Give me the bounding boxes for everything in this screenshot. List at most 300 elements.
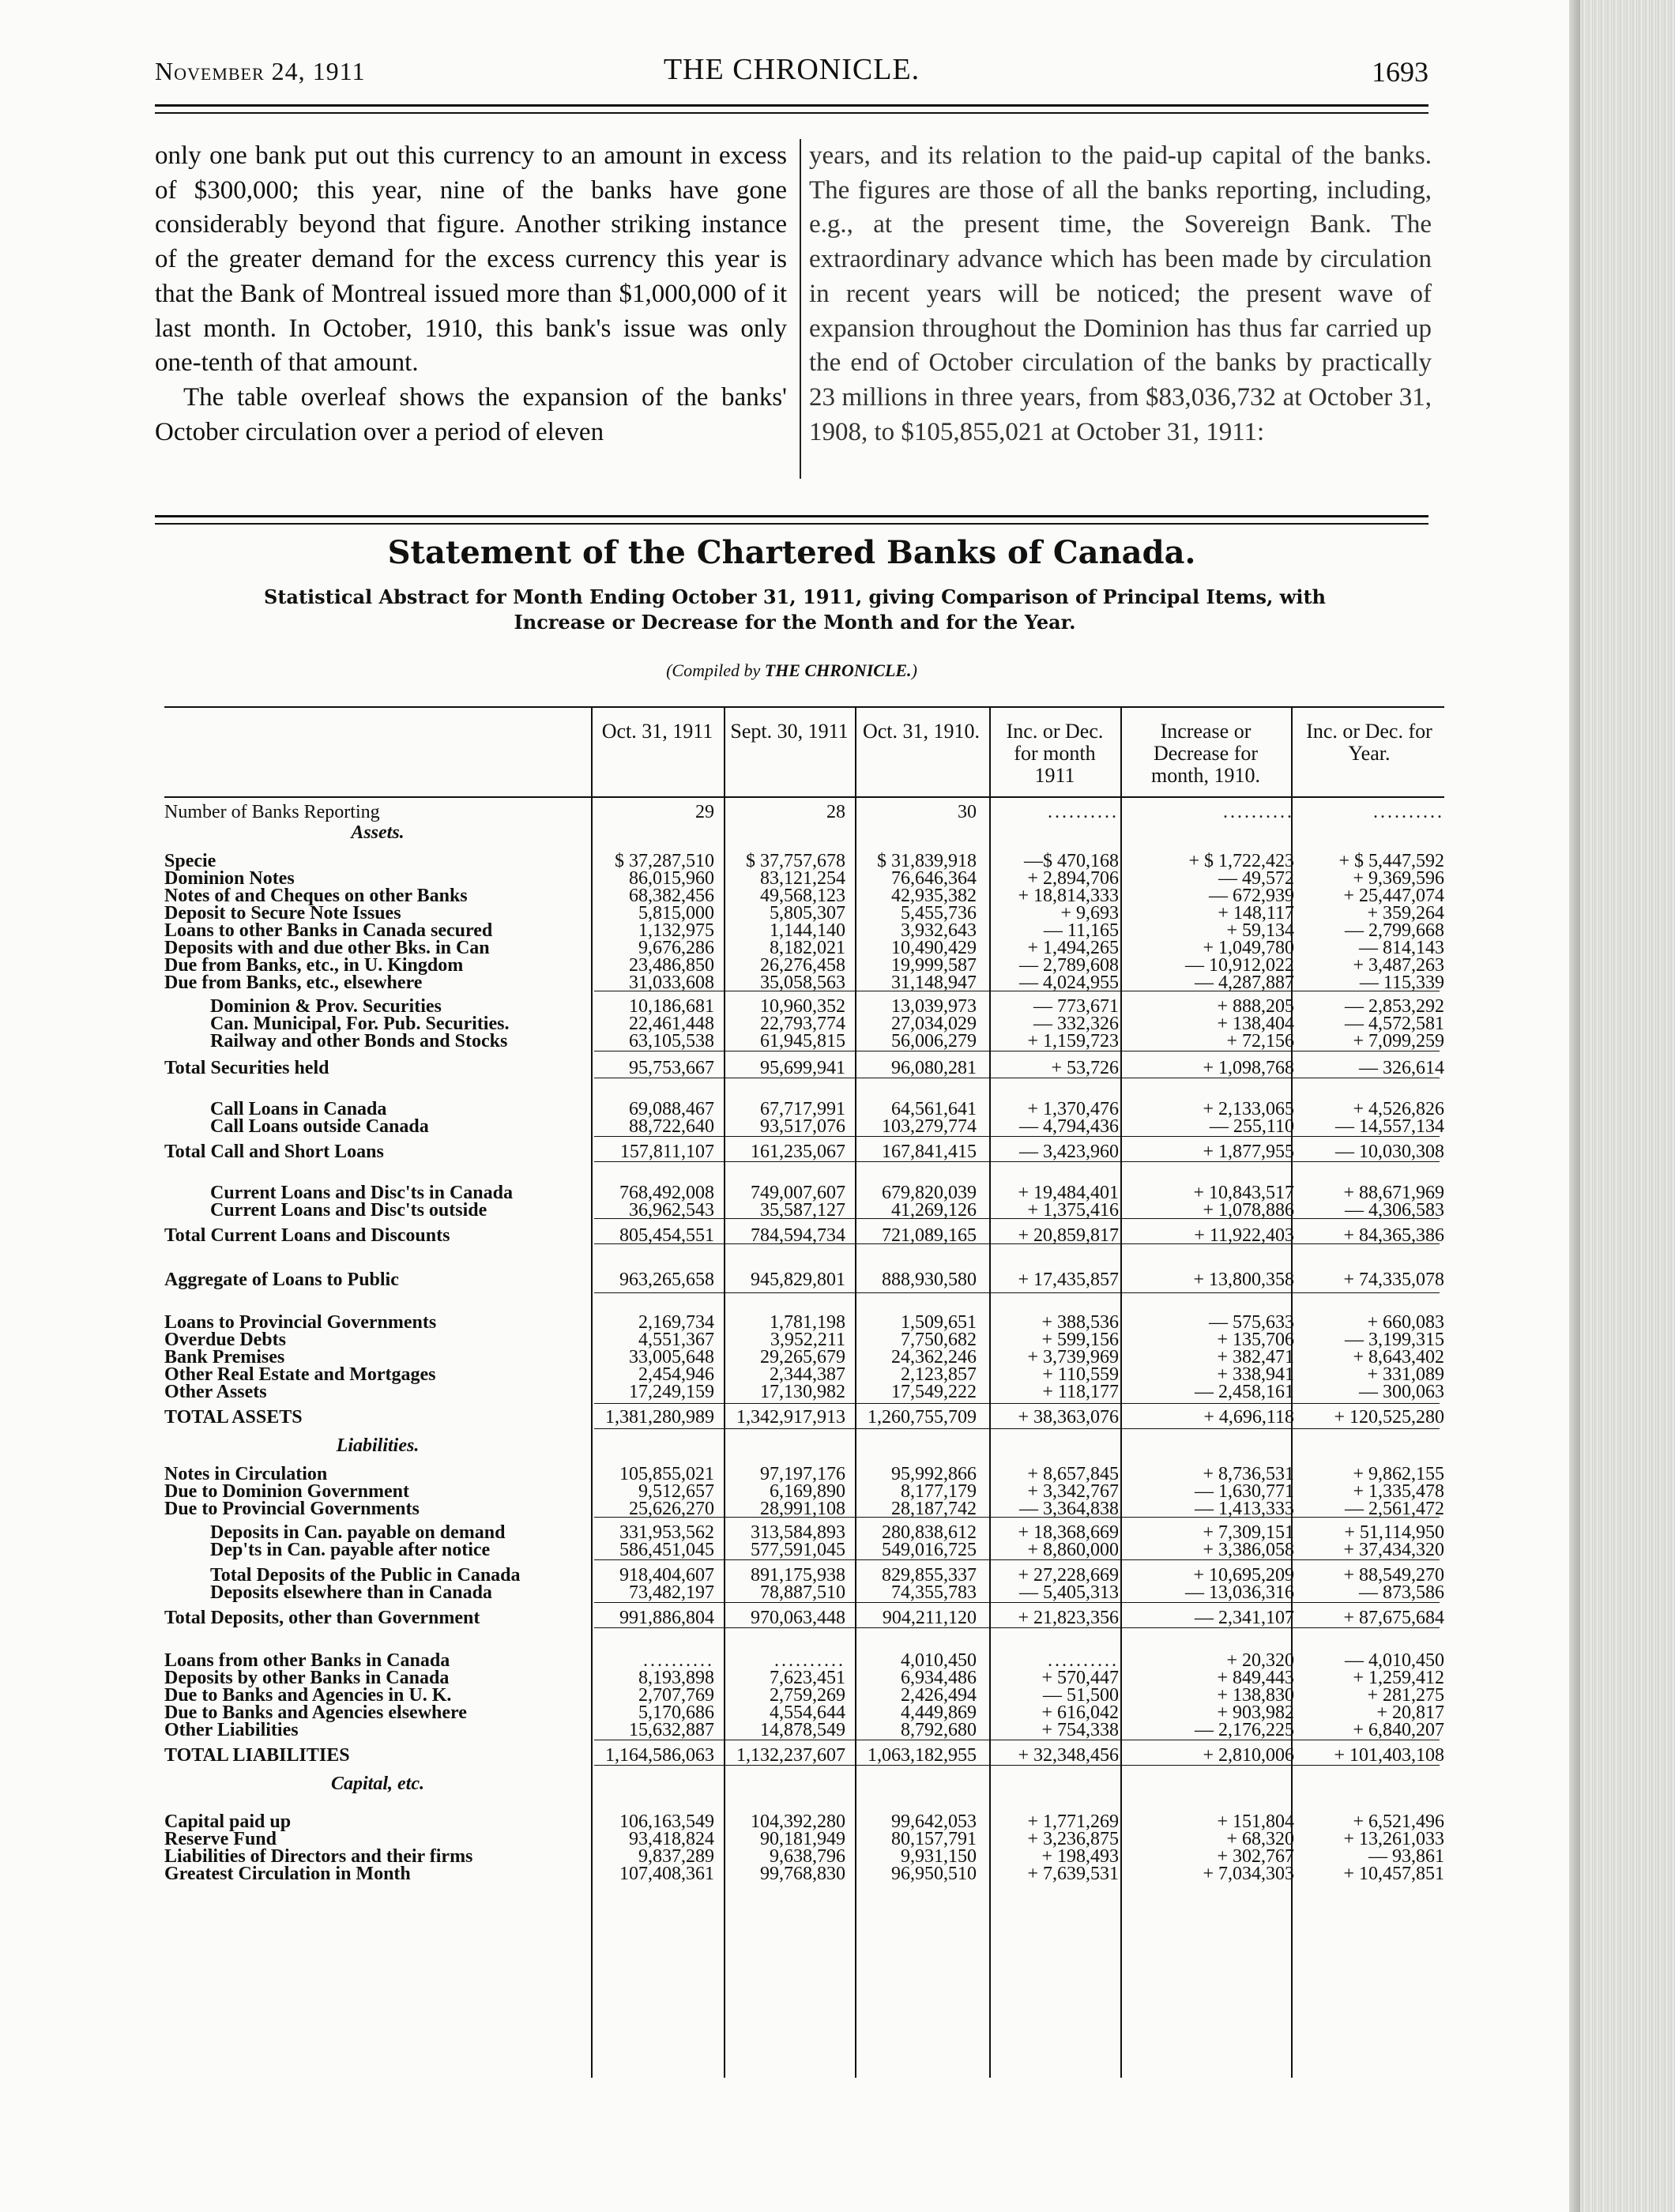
table-row: [164, 1651, 1444, 1670]
row-separator: [594, 1292, 1440, 1293]
cell-value: 2,169,734: [638, 1313, 714, 1332]
cell-value: + 302,767: [1217, 1847, 1294, 1866]
cell-value: 2,123,857: [901, 1365, 977, 1384]
cell-value: — 4,024,955: [1019, 973, 1119, 992]
cell-value: + 101,403,108: [1334, 1746, 1444, 1765]
cell-value: 1,509,651: [901, 1313, 977, 1332]
table-row: [164, 1523, 1444, 1542]
row-label: Reserve Fund: [164, 1830, 277, 1849]
cell-value: + 8,657,845: [1027, 1465, 1119, 1484]
cell-value: 3,932,643: [901, 921, 977, 940]
column-header: Inc. or Dec. for Year.: [1306, 720, 1432, 765]
cell-value: 106,163,549: [619, 1812, 714, 1831]
table-row: [164, 921, 1444, 940]
cell-value: — 11,165: [1043, 921, 1119, 940]
cell-value: + 1,159,723: [1027, 1032, 1119, 1051]
cell-value: 10,186,681: [629, 997, 714, 1016]
row-separator: [594, 1627, 1440, 1628]
cell-value: + 10,457,851: [1343, 1864, 1444, 1883]
cell-value: 73,482,197: [629, 1583, 714, 1602]
cell-value: — 4,287,887: [1195, 973, 1294, 992]
table-row: [164, 823, 1444, 842]
table-row: [164, 1499, 1444, 1518]
cell-value: + 13,261,033: [1343, 1830, 1444, 1849]
column-header: Sept. 30, 1911: [730, 720, 849, 743]
table-row: [164, 1436, 1444, 1455]
cell-value: 157,811,107: [619, 1142, 714, 1161]
row-label: Overdue Debts: [164, 1330, 286, 1349]
cell-value: 17,249,159: [629, 1382, 714, 1401]
cell-value: + 53,726: [1051, 1059, 1119, 1078]
table-row: [164, 1183, 1444, 1202]
row-label: Total Current Loans and Discounts: [164, 1226, 450, 1245]
cell-value: 25,626,270: [629, 1499, 714, 1518]
cell-value: + 18,368,669: [1018, 1523, 1119, 1542]
cell-value: + 138,830: [1217, 1686, 1294, 1705]
cell-value: + 9,693: [1060, 904, 1119, 923]
cell-value: 918,404,607: [619, 1566, 714, 1585]
table-row: [164, 1014, 1444, 1033]
cell-value: 749,007,607: [751, 1183, 845, 1202]
row-label: Capital, etc.: [331, 1774, 424, 1793]
row-label: Specie: [164, 852, 216, 871]
table-row: [164, 886, 1444, 905]
cell-value: 8,182,021: [770, 939, 845, 957]
cell-value: — 575,633: [1209, 1313, 1294, 1332]
cell-value: 891,175,938: [751, 1566, 845, 1585]
cell-value: 41,269,126: [891, 1201, 977, 1220]
table-row: [164, 1330, 1444, 1349]
cell-value: 1,381,280,989: [605, 1408, 714, 1427]
cell-value: + 88,671,969: [1343, 1183, 1444, 1202]
cell-value: 5,815,000: [638, 904, 714, 923]
cell-value: 95,992,866: [891, 1465, 977, 1484]
row-label: Liabilities.: [336, 1436, 420, 1455]
cell-value: + 20,859,817: [1018, 1226, 1119, 1245]
cell-value: + 37,434,320: [1343, 1540, 1444, 1559]
cell-value: 161,235,067: [751, 1142, 845, 1161]
cell-value: 95,699,941: [760, 1059, 845, 1078]
cell-value: 26,276,458: [760, 956, 845, 975]
cell-value: 2,426,494: [901, 1686, 977, 1705]
cell-value: + 27,228,669: [1018, 1566, 1119, 1585]
cell-value: 107,408,361: [619, 1864, 714, 1883]
row-separator: [594, 1765, 1440, 1766]
cell-value: 36,962,543: [629, 1201, 714, 1220]
cell-value: 9,931,150: [901, 1847, 977, 1866]
cell-value: + 1,375,416: [1027, 1201, 1119, 1220]
table-row: [164, 1703, 1444, 1722]
cell-value: 28,991,108: [760, 1499, 845, 1518]
header-rule-thin: [155, 112, 1428, 114]
compiled-prefix: (Compiled by: [666, 660, 761, 680]
cell-value: 104,392,280: [751, 1812, 845, 1831]
cell-value: 963,265,658: [619, 1270, 714, 1289]
cell-value: [725, 823, 845, 842]
cell-value: — 672,939: [1209, 886, 1294, 905]
cell-value: —$ 470,168: [1024, 852, 1119, 871]
cell-value: + 9,862,155: [1353, 1465, 1444, 1484]
cell-value: — 10,912,022: [1185, 956, 1294, 975]
cell-value: [992, 1774, 1119, 1793]
cell-value: + 281,275: [1367, 1686, 1444, 1705]
cell-value: — 115,339: [1359, 973, 1444, 992]
cell-value: — 1,630,771: [1195, 1482, 1294, 1501]
cell-value: + 849,443: [1217, 1668, 1294, 1687]
cell-value: + 38,363,076: [1018, 1408, 1119, 1427]
cell-value: 784,594,734: [751, 1226, 845, 1245]
table-row: [164, 1864, 1444, 1883]
cell-value: 721,089,165: [882, 1226, 977, 1245]
row-label: TOTAL ASSETS: [164, 1408, 303, 1427]
cell-value: [725, 1436, 845, 1455]
cell-value: 1,342,917,913: [736, 1408, 845, 1427]
cell-value: 103,279,774: [882, 1117, 977, 1136]
cell-value: 1,164,586,063: [605, 1746, 714, 1765]
cell-value: + 8,643,402: [1353, 1348, 1444, 1367]
column-header: Oct. 31, 1910.: [862, 720, 981, 743]
table-row: [164, 1482, 1444, 1501]
cell-value: 61,945,815: [760, 1032, 845, 1051]
table-row: [164, 973, 1444, 992]
cell-value: [1135, 1774, 1294, 1793]
cell-value: — 51,500: [1043, 1686, 1119, 1705]
column-divider: [800, 139, 801, 479]
cell-value: 31,148,947: [891, 973, 977, 992]
cell-value: 67,717,991: [760, 1100, 845, 1119]
compiled-by-note: [155, 660, 1428, 681]
cell-value: 35,058,563: [760, 973, 845, 992]
cell-value: + 74,335,078: [1343, 1270, 1444, 1289]
statement-title: Statement of the Chartered Banks of Canada.: [387, 534, 1196, 571]
cell-value: 78,887,510: [760, 1583, 845, 1602]
table-row: [164, 1812, 1444, 1831]
row-label: Due from Banks, etc., elsewhere: [164, 973, 423, 992]
cell-value: — 2,561,472: [1345, 1499, 1444, 1518]
cell-value: [594, 823, 714, 842]
cell-value: 945,829,801: [751, 1270, 845, 1289]
article-paragraph: only one bank put out this currency to an amount in excess of $300,000; this year, nine of the banks have gone considerably beyond that figure. Another striking instance of the greater demand for the excess currency this year is that the Bank of Montreal issued more than $1,000,000 of it last month. In October, 1910, this bank's issue was only one-tenth of that amount.: [155, 141, 787, 378]
cell-value: + 11,922,403: [1194, 1226, 1294, 1245]
cell-value: + $ 1,722,423: [1188, 852, 1294, 871]
cell-value: + 4,526,826: [1353, 1100, 1444, 1119]
table-row: [164, 1059, 1444, 1078]
cell-value: — 3,199,315: [1345, 1330, 1444, 1349]
row-separator: [594, 1428, 1440, 1429]
table-row: [164, 1830, 1444, 1849]
cell-value: + 10,843,517: [1193, 1183, 1294, 1202]
cell-value: + 754,338: [1041, 1721, 1119, 1740]
statement-subtitle-line: Increase or Decrease for the Month and for the Year.: [514, 611, 1076, 634]
cell-value: 331,953,562: [619, 1523, 714, 1542]
table-row: [164, 1201, 1444, 1220]
cell-value: 42,935,382: [891, 886, 977, 905]
cell-value: + 120,525,280: [1334, 1408, 1444, 1427]
cell-value: 3,952,211: [770, 1330, 845, 1349]
cell-value: [594, 1436, 714, 1455]
table-row: [164, 1608, 1444, 1627]
cell-value: — 4,572,581: [1345, 1014, 1444, 1033]
cell-value: + 19,484,401: [1018, 1183, 1119, 1202]
table-row: [164, 1583, 1444, 1602]
section-rule-thin: [155, 523, 1428, 525]
cell-value: 23,486,850: [629, 956, 714, 975]
row-label: Other Real Estate and Mortgages: [164, 1365, 436, 1384]
cell-value: — 2,789,608: [1019, 956, 1119, 975]
cell-value: 17,549,222: [891, 1382, 977, 1401]
cell-value: 31,033,608: [629, 973, 714, 992]
cell-value: + 6,840,207: [1353, 1721, 1444, 1740]
cell-value: + 59,134: [1226, 921, 1294, 940]
cell-value: 28: [826, 803, 845, 822]
row-label: Total Deposits, other than Government: [164, 1608, 480, 1627]
cell-value: $ 31,839,918: [877, 852, 977, 871]
page-header: [155, 52, 1428, 100]
cell-value: 280,838,612: [882, 1523, 977, 1542]
table-row: [164, 1382, 1444, 1401]
article-right-column: [809, 139, 1432, 450]
cell-value: 313,584,893: [751, 1523, 845, 1542]
cell-value: ..........: [1048, 803, 1119, 822]
cell-value: + 2,894,706: [1027, 869, 1119, 888]
cell-value: 4,010,450: [901, 1651, 977, 1670]
table-row: [164, 997, 1444, 1016]
row-label: Deposits by other Banks in Canada: [164, 1668, 450, 1687]
cell-value: [594, 1774, 714, 1793]
row-label: Other Liabilities: [164, 1721, 299, 1740]
cell-value: + 2,133,065: [1203, 1100, 1294, 1119]
row-label: Aggregate of Loans to Public: [164, 1270, 399, 1289]
cell-value: [856, 823, 977, 842]
cell-value: 33,005,648: [629, 1348, 714, 1367]
cell-value: 17,130,982: [760, 1382, 845, 1401]
cell-value: 679,820,039: [882, 1183, 977, 1202]
cell-value: [992, 823, 1119, 842]
cell-value: 1,260,755,709: [868, 1408, 977, 1427]
cell-value: 4,449,869: [901, 1703, 977, 1722]
cell-value: — 13,036,316: [1185, 1583, 1294, 1602]
cell-value: 6,169,890: [770, 1482, 845, 1501]
cell-value: 76,646,364: [891, 869, 977, 888]
cell-value: — 3,364,838: [1019, 1499, 1119, 1518]
cell-value: 10,490,429: [891, 939, 977, 957]
cell-value: 99,642,053: [891, 1812, 977, 1831]
cell-value: 167,841,415: [882, 1142, 977, 1161]
row-label: TOTAL LIABILITIES: [164, 1746, 350, 1765]
cell-value: 96,080,281: [891, 1059, 977, 1078]
row-label: Due to Dominion Government: [164, 1482, 409, 1501]
cell-value: 28,187,742: [891, 1499, 977, 1518]
cell-value: 5,170,686: [638, 1703, 714, 1722]
cell-value: 99,768,830: [760, 1864, 845, 1883]
cell-value: 95,753,667: [629, 1059, 714, 1078]
cell-value: — 14,557,134: [1335, 1117, 1444, 1136]
cell-value: [856, 1436, 977, 1455]
row-label: Deposits in Can. payable on demand: [210, 1523, 506, 1542]
cell-value: — 255,110: [1209, 1117, 1294, 1136]
cell-value: + 135,706: [1217, 1330, 1294, 1349]
cell-value: 805,454,551: [619, 1226, 714, 1245]
table-row: [164, 1348, 1444, 1367]
table-row: [164, 904, 1444, 923]
cell-value: 63,105,538: [629, 1032, 714, 1051]
row-label: Deposits elsewhere than in Canada: [210, 1583, 492, 1602]
table-row: [164, 939, 1444, 957]
cell-value: 22,793,774: [760, 1014, 845, 1033]
cell-value: + 20,320: [1226, 1651, 1294, 1670]
cell-value: 991,886,804: [619, 1608, 714, 1627]
cell-value: 7,750,682: [901, 1330, 977, 1349]
cell-value: + 9,369,596: [1353, 869, 1444, 888]
cell-value: 74,355,783: [891, 1583, 977, 1602]
cell-value: + 903,982: [1217, 1703, 1294, 1722]
row-separator: [594, 1161, 1440, 1162]
cell-value: + 51,114,950: [1344, 1523, 1444, 1542]
header-publication: THE CHRONICLE.: [663, 53, 920, 86]
cell-value: + 3,386,058: [1203, 1540, 1294, 1559]
row-label: Assets.: [351, 823, 405, 842]
cell-value: ..........: [643, 1651, 714, 1670]
cell-value: 10,960,352: [760, 997, 845, 1016]
cell-value: — 773,671: [1033, 997, 1119, 1016]
cell-value: 586,451,045: [619, 1540, 714, 1559]
cell-value: + 17,435,857: [1018, 1270, 1119, 1289]
statement-subtitle-line: Statistical Abstract for Month Ending October 31, 1911, giving Comparison of Principal Items, with: [264, 585, 1326, 608]
cell-value: + 331,089: [1367, 1365, 1444, 1384]
cell-value: 15,632,887: [629, 1721, 714, 1740]
cell-value: 29: [695, 803, 714, 822]
article-left-column: [155, 139, 787, 450]
table-row: [164, 1365, 1444, 1384]
row-separator: [594, 1403, 1440, 1404]
cell-value: + $ 5,447,592: [1338, 852, 1444, 871]
row-label: Capital paid up: [164, 1812, 292, 1831]
table-row: [164, 1408, 1444, 1427]
cell-value: $ 37,757,678: [746, 852, 845, 871]
table-row: [164, 1847, 1444, 1866]
table-row: [164, 1721, 1444, 1740]
cell-value: 8,193,898: [638, 1668, 714, 1687]
cell-value: 970,063,448: [751, 1608, 845, 1627]
cell-value: 904,211,120: [882, 1608, 977, 1627]
row-label: Dominion & Prov. Securities: [210, 997, 442, 1016]
row-label: Current Loans and Disc'ts in Canada: [210, 1183, 513, 1202]
cell-value: 9,676,286: [638, 939, 714, 957]
cell-value: 30: [958, 803, 977, 822]
cell-value: + 25,447,074: [1343, 886, 1444, 905]
cell-value: + 7,099,259: [1353, 1032, 1444, 1051]
cell-value: 35,587,127: [760, 1201, 845, 1220]
table-row: [164, 1540, 1444, 1559]
table-row: [164, 956, 1444, 975]
cell-value: 7,623,451: [770, 1668, 845, 1687]
cell-value: — 4,306,583: [1345, 1201, 1444, 1220]
cell-value: 1,132,237,607: [736, 1746, 845, 1765]
cell-value: + 6,521,496: [1353, 1812, 1444, 1831]
cell-value: 549,016,725: [882, 1540, 977, 1559]
cell-value: 2,344,387: [770, 1365, 845, 1384]
cell-value: + 1,494,265: [1027, 939, 1119, 957]
cell-value: 5,805,307: [770, 904, 845, 923]
cell-value: 8,177,179: [901, 1482, 977, 1501]
row-label: Total Securities held: [164, 1059, 329, 1078]
cell-value: — 49,572: [1218, 869, 1294, 888]
cell-value: ..........: [1048, 1651, 1119, 1670]
cell-value: 80,157,791: [891, 1830, 977, 1849]
cell-value: 5,455,736: [901, 904, 977, 923]
table-row: [164, 1226, 1444, 1245]
row-label: Greatest Circulation in Month: [164, 1864, 411, 1883]
cell-value: + 88,549,270: [1343, 1566, 1444, 1585]
cell-value: + 1,098,768: [1203, 1059, 1294, 1078]
cell-value: — 326,614: [1359, 1059, 1444, 1078]
cell-value: [1310, 823, 1444, 842]
table-header-rule: [164, 796, 1444, 798]
cell-value: + 7,034,303: [1203, 1864, 1294, 1883]
cell-value: 93,418,824: [629, 1830, 714, 1849]
cell-value: + 3,739,969: [1027, 1348, 1119, 1367]
cell-value: + 4,696,118: [1203, 1408, 1294, 1427]
cell-value: 49,568,123: [760, 886, 845, 905]
cell-value: — 10,030,308: [1335, 1142, 1444, 1161]
column-header: Inc. or Dec. for month 1911: [1006, 720, 1104, 787]
cell-value: [1310, 1436, 1444, 1455]
cell-value: [1135, 823, 1294, 842]
cell-value: 105,855,021: [619, 1465, 714, 1484]
row-label: Due to Banks and Agencies elsewhere: [164, 1703, 467, 1722]
cell-value: + 3,236,875: [1027, 1830, 1119, 1849]
row-separator: [594, 1559, 1440, 1560]
table-top-rule: [164, 706, 1444, 708]
cell-value: [1135, 1436, 1294, 1455]
cell-value: — 4,794,436: [1019, 1117, 1119, 1136]
cell-value: — 873,586: [1359, 1583, 1444, 1602]
row-label: Due from Banks, etc., in U. Kingdom: [164, 956, 464, 975]
cell-value: + 888,205: [1217, 997, 1294, 1016]
cell-value: 97,197,176: [760, 1465, 845, 1484]
cell-value: + 110,559: [1042, 1365, 1119, 1384]
cell-value: 768,492,008: [619, 1183, 714, 1202]
article-paragraph: The table overleaf shows the expansion of the banks' October circulation over a period of eleven: [155, 382, 787, 446]
cell-value: + 18,814,333: [1018, 886, 1119, 905]
cell-value: + 382,471: [1217, 1348, 1294, 1367]
cell-value: 1,063,182,955: [868, 1746, 977, 1765]
table-row: [164, 852, 1444, 871]
cell-value: 88,722,640: [629, 1117, 714, 1136]
table-row: [164, 1686, 1444, 1705]
row-label: Total Deposits of the Public in Canada: [210, 1566, 521, 1585]
row-label: Number of Banks Reporting: [164, 803, 380, 822]
cell-value: 9,638,796: [770, 1847, 845, 1866]
cell-value: + 570,447: [1041, 1668, 1119, 1687]
row-label: Can. Municipal, For. Pub. Securities.: [210, 1014, 510, 1033]
cell-value: — 2,458,161: [1195, 1382, 1294, 1401]
cell-value: — 2,341,107: [1195, 1608, 1294, 1627]
cell-value: [992, 1436, 1119, 1455]
cell-value: — 2,176,225: [1195, 1721, 1294, 1740]
cell-value: 1,144,140: [770, 921, 845, 940]
cell-value: — 814,143: [1359, 939, 1444, 957]
cell-value: 24,362,246: [891, 1348, 977, 1367]
cell-value: + 660,083: [1367, 1313, 1444, 1332]
cell-value: 2,707,769: [638, 1686, 714, 1705]
cell-value: 29,265,679: [760, 1348, 845, 1367]
cell-value: + 20,817: [1376, 1703, 1444, 1722]
cell-value: 27,034,029: [891, 1014, 977, 1033]
cell-value: + 3,487,263: [1353, 956, 1444, 975]
cell-value: + 32,348,456: [1018, 1746, 1119, 1765]
row-label: Deposit to Secure Note Issues: [164, 904, 401, 923]
